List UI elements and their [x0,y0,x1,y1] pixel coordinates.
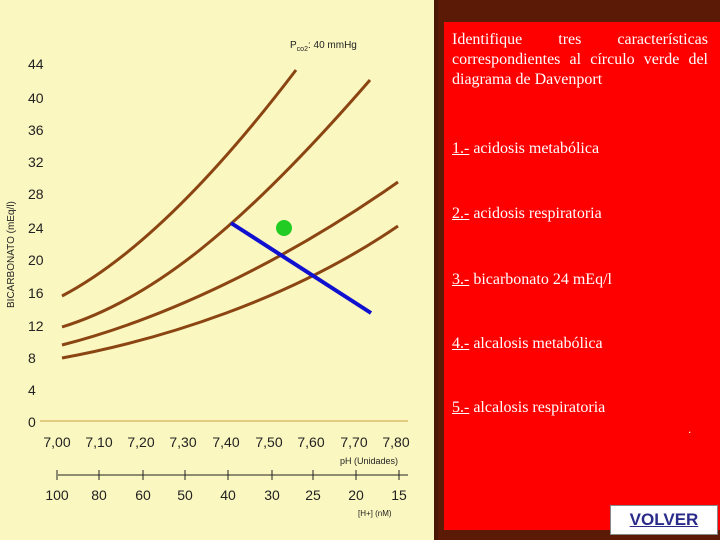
option-2[interactable] [452,205,602,223]
option-3-number: 3.- [452,271,470,288]
x-tick-label: 7,50 [255,434,283,450]
option-1[interactable] [452,140,599,158]
x-tick-label: 7,20 [127,434,155,450]
y-tick-label: 28 [28,186,44,202]
option-5-number: 5.- [452,399,470,416]
y-tick-label: 8 [28,350,36,366]
option-4-number: 4.- [452,335,470,352]
back-button-label: VOLVER [629,510,699,529]
option-4[interactable] [452,335,603,353]
h-tick-label: 50 [177,487,193,503]
y-tick-label: 12 [28,318,44,334]
y-tick-label: 44 [28,56,44,72]
h-axis-label: [H+] (nM) [358,509,392,518]
x-tick-label: 7,40 [212,434,240,450]
option-1-number: 1.- [452,140,470,157]
h-tick-label: 20 [348,487,364,503]
h-tick-label: 80 [91,487,107,503]
h-tick-label: 60 [135,487,151,503]
option-3[interactable] [452,271,612,289]
pco2-title: $P_{co2}$: 40 mmHg [290,40,357,53]
option-3-text: bicarbonato 24 mEq/l [469,271,612,288]
y-tick-label: 0 [28,414,36,430]
x-tick-label: 7,60 [297,434,325,450]
option-2-number: 2.- [452,205,470,222]
y-tick-label: 40 [28,90,44,106]
x-tick-label: 7,10 [85,434,113,450]
back-button[interactable] [610,505,718,535]
option-5[interactable] [452,399,605,417]
stray-dot: . [688,422,692,436]
y-tick-label: 24 [28,220,44,236]
x-tick-label: 7,30 [169,434,197,450]
h-tick-label: 30 [264,487,280,503]
option-4-text: alcalosis metabólica [469,335,603,352]
option-2-text: acidosis respiratoria [469,205,602,222]
buffer-line [231,223,371,313]
isobar-curve-1 [62,226,398,358]
y-tick-label: 36 [28,122,44,138]
option-1-text: acidosis metabólica [469,140,600,157]
isobar-curve-4 [62,70,296,296]
option-5-text: alcalosis respiratoria [469,399,606,416]
h-tick-label: 100 [45,487,69,503]
question-text: Identifique tres características correspondientes al círculo verde del diagrama de Davenport [452,31,708,88]
x-tick-label: 7,80 [382,434,410,450]
h-tick-label: 25 [305,487,321,503]
y-tick-label: 20 [28,252,44,268]
y-tick-label: 16 [28,285,44,301]
y-tick-label: 4 [28,382,36,398]
green-circle [276,220,292,236]
y-tick-label: 32 [28,154,44,170]
x-tick-label: 7,00 [43,434,71,450]
x-tick-label: 7,70 [340,434,368,450]
x-axis-label: pH (Unidades) [340,456,399,466]
y-axis-label: BICARBONATO (mEq/l) [6,201,17,308]
h-tick-label: 15 [391,487,407,503]
h-tick-label: 40 [220,487,236,503]
